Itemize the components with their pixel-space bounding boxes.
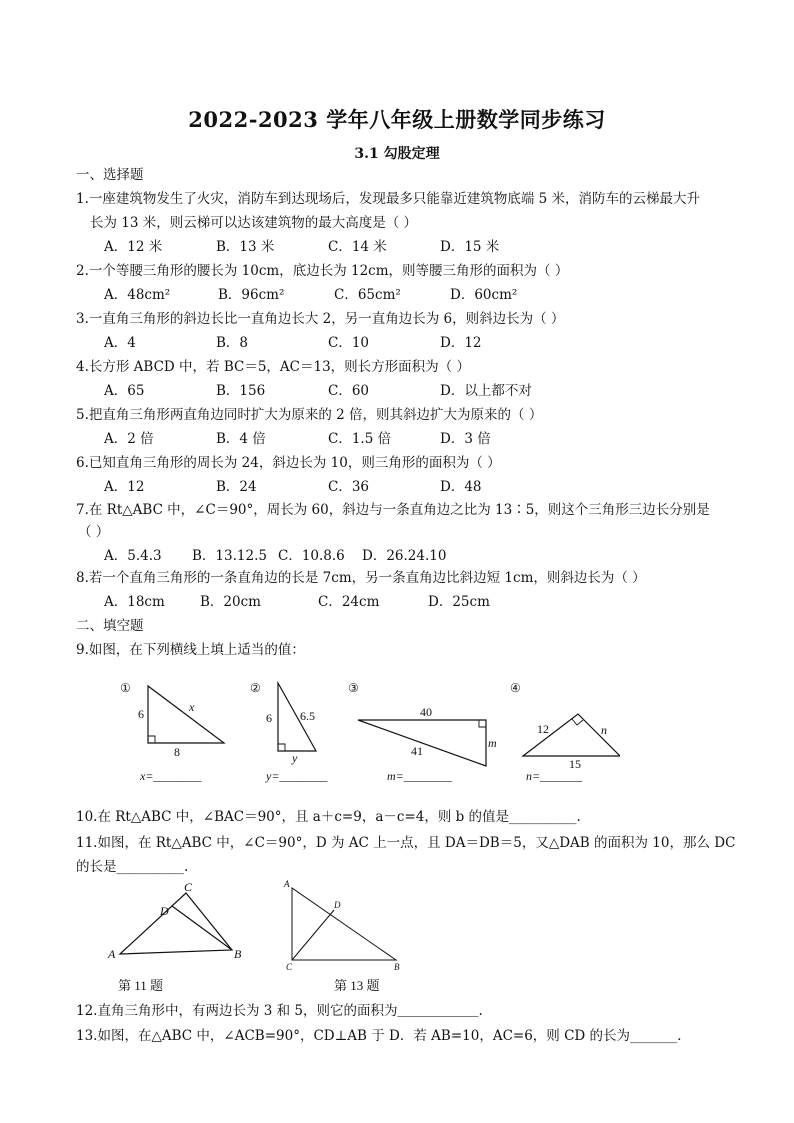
fig13-triangle [292, 888, 396, 960]
figures-11-13 [100, 878, 420, 996]
question-7-line-2: （ ） [78, 524, 110, 540]
fig11-label-d: D [160, 904, 169, 918]
question-12: 12.直角三角形中，有两边长为 3 和 5，则它的面积为＿＿＿＿＿＿. [76, 1003, 483, 1019]
page-subtitle: 3.1 勾股定理 [354, 146, 440, 162]
fig13-label-b: B [394, 962, 400, 972]
fig3-triangle [358, 720, 486, 766]
q5-option-b: B．4 倍 [216, 431, 266, 447]
q6-option-d: D．48 [440, 479, 482, 495]
fig1-label-side-a: 6 [138, 707, 144, 721]
q5-option-c: C．1.5 倍 [328, 431, 392, 447]
q7-option-b: B．13.12.5 [192, 548, 267, 564]
fig1-answer-blank: x=________ [140, 769, 202, 783]
question-3: 3.一直角三角形的斜边长比一直角边长大 2，另一直角边长为 6，则斜边长为（ ） [76, 311, 565, 327]
question-13: 13.如图，在△ABC 中，∠ACB=90°，CD⊥AB 于 D．若 AB=10，AC=6，则 CD 的长为_______． [76, 1028, 691, 1044]
q3-option-d: D．12 [440, 335, 482, 351]
question-11-line-2: 的长是__________. [76, 859, 189, 875]
fig11-label-b: B [234, 947, 242, 961]
fig11-label-a: A [108, 947, 116, 961]
fig2-number: ② [250, 681, 261, 695]
fig1-triangle [148, 686, 224, 743]
q2-option-a: A．48cm² [104, 287, 171, 303]
fig1-right-angle-mark [148, 736, 155, 743]
question-8: 8.若一个直角三角形的一条直角边的长是 7cm，另一条直角边比斜边短 1cm，则斜边长为（ ） [76, 570, 646, 586]
question-11-line-1: 11.如图，在 Rt△ABC 中，∠C＝90°，D 为 AC 上一点，且 DA＝DB＝5，又△DAB 的面积为 10，那么 DC [76, 835, 736, 851]
q2-option-d: D．60cm² [450, 287, 518, 303]
section-heading-choice: 一、选择题 [76, 167, 144, 183]
question-9: 9.如图，在下列横线上填上适当的值： [76, 642, 305, 658]
fig3-right-angle-mark [479, 720, 486, 727]
fig4-answer-blank: n=_______ [526, 769, 583, 783]
q8-option-a: A．18cm [104, 594, 165, 610]
question-1-line-1: 1.一座建筑物发生了火灾，消防车到达现场后，发现最多只能靠近建筑物底端 5 米，消防车的云梯最大升 [76, 191, 701, 207]
q1-option-b: B．13 米 [216, 239, 275, 255]
question-6: 6.已知直角三角形的周长为 24，斜边长为 10，则三角形的面积为（ ） [76, 455, 501, 471]
q4-option-b: B．156 [216, 383, 266, 399]
q3-option-c: C．10 [328, 335, 370, 351]
q1-option-a: A．12 米 [104, 239, 163, 255]
q2-option-b: B．96cm² [218, 287, 285, 303]
fig2-label-side-a: 6 [266, 711, 272, 725]
section-heading-fill: 二、填空题 [76, 618, 144, 634]
fig1-number: ① [120, 681, 131, 695]
q3-option-a: A．4 [104, 335, 136, 351]
fig4-right-angle-mark [572, 719, 583, 725]
q7-option-d: D．26.24.10 [362, 548, 447, 564]
fig13-caption: 第 13 题 [334, 978, 380, 993]
q4-option-d: D．以上都不对 [440, 383, 532, 399]
fig11-caption: 第 11 题 [118, 978, 164, 993]
q6-option-c: C．36 [328, 479, 370, 495]
fig1-label-hypotenuse: x [189, 700, 195, 714]
fig13-label-d: D [334, 900, 341, 910]
fig4-label-base: 15 [569, 757, 581, 771]
question-5: 5.把直角三角形两直角边同时扩大为原来的 2 倍，则其斜边扩大为原来的（ ） [76, 407, 543, 423]
fig2-label-side-b: y [292, 751, 298, 765]
fig3-answer-blank: m=________ [387, 769, 452, 783]
fig3-label-hypotenuse: 41 [411, 744, 423, 758]
fig13-label-a: A [284, 879, 290, 889]
fig1-label-side-b: 8 [174, 745, 180, 759]
fig13-altitude-cd [292, 910, 334, 960]
q6-option-b: B．24 [216, 479, 257, 495]
question-10: 10.在 Rt△ABC 中，∠BAC＝90°，且 a＋c=9，a－c=4，则 b 的值是__________. [76, 809, 581, 825]
q7-option-a: A．5.4.3 [104, 548, 162, 564]
fig2-right-angle-mark [278, 744, 285, 751]
fig3-label-top: 40 [420, 705, 432, 719]
q1-option-d: D．15 米 [440, 239, 500, 255]
fig4-number: ④ [510, 681, 521, 695]
fig4-label-left: 12 [537, 722, 549, 736]
q8-option-b: B．20cm [200, 594, 261, 610]
fig4-label-right: n [601, 723, 607, 737]
q7-option-c: C．10.8.6 [278, 548, 345, 564]
q3-option-b: B．8 [216, 335, 249, 351]
q5-option-d: D．3 倍 [440, 431, 491, 447]
question-4: 4.长方形 ABCD 中，若 BC＝5，AC＝13，则长方形面积为（ ） [76, 359, 470, 375]
question-7-line-1: 7.在 Rt△ABC 中，∠C＝90°，周长为 60，斜边与一条直角边之比为 13∶5，则这个三角形三边长分别是 [76, 502, 710, 518]
fig13-label-c: C [286, 962, 293, 972]
q8-option-c: C．24cm [318, 594, 380, 610]
q9-figures [100, 676, 620, 788]
question-1-line-2: 长为 13 米，则云梯可以达该建筑物的最大高度是（ ） [90, 215, 418, 231]
q4-option-a: A．65 [104, 383, 145, 399]
q8-option-d: D．25cm [428, 594, 490, 610]
q4-option-c: C．60 [328, 383, 370, 399]
page-title: 2022-2023 学年八年级上册数学同步练习 [188, 107, 606, 132]
fig3-label-side: m [488, 736, 497, 750]
fig11-label-c: C [184, 880, 193, 894]
fig2-label-hypotenuse: 6.5 [300, 709, 315, 723]
fig3-number: ③ [348, 681, 359, 695]
fig11-triangle [120, 893, 232, 954]
q2-option-c: C．65cm² [334, 287, 401, 303]
q6-option-a: A．12 [104, 479, 145, 495]
question-2: 2.一个等腰三角形的腰长为 10cm，底边长为 12cm，则等腰三角形的面积为（ ） [76, 263, 569, 279]
fig2-answer-blank: y=________ [266, 769, 328, 783]
q5-option-a: A．2 倍 [104, 431, 154, 447]
q1-option-c: C．14 米 [328, 239, 387, 255]
